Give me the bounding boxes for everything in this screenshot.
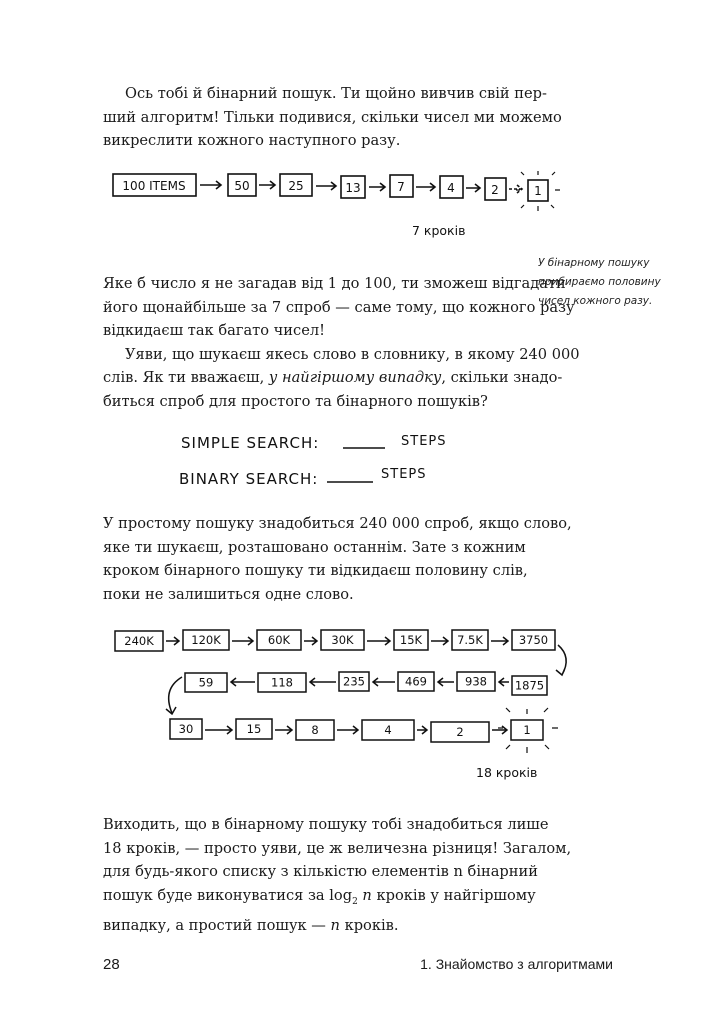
text-span: , скільки знадо- (441, 369, 563, 386)
text-line: кроком бінарного пошуку ти відкидаєш половину слів, (103, 562, 528, 579)
label-50: 50 (234, 179, 250, 193)
steps-label: STEPS (381, 467, 427, 482)
side-note-line: прибираємо половину (538, 276, 661, 288)
paragraph-2 (103, 272, 580, 413)
row2-arrow (438, 678, 454, 686)
row1-item-6-label: 3750 (518, 633, 549, 647)
row2-item-3-label: 235 (343, 674, 365, 689)
label-100-items: 100 ITEMS (122, 179, 186, 193)
text-span: кроків. (339, 916, 399, 934)
row2-arrow (310, 678, 336, 686)
row1-arrow (431, 637, 448, 645)
search-quiz (175, 420, 465, 500)
subscript: 2 (352, 896, 358, 907)
text-line: Виходить, що в бінарному пошуку тобі знадобиться лише (103, 816, 549, 833)
row2-arrow (231, 678, 255, 686)
side-note-line: чисел кожного разу. (538, 295, 653, 307)
label-2: 2 (491, 183, 499, 197)
row1-arrow (491, 637, 508, 645)
text-line: поки не залишиться одне слово. (103, 585, 354, 603)
text-line: ший алгоритм! Тільки подивися, скільки чисел ми можемо (103, 108, 562, 126)
page-number: 28 (103, 956, 120, 973)
curve-arrow-left (166, 677, 182, 714)
row3-item-1-label: 15 (246, 722, 262, 736)
steps-label: STEPS (401, 434, 447, 449)
text-line: Уяви, що шукаєш якесь слово в словнику, в якому 240 000 (125, 345, 580, 363)
row3-arrow (275, 726, 292, 734)
row3-item-3-label: 4 (384, 723, 392, 737)
label-25: 25 (288, 179, 304, 193)
row2-item-4-label: 118 (271, 675, 293, 690)
row2-arrow (373, 678, 395, 686)
text-span: слів. Як ти вважаєш, (103, 369, 269, 386)
text-line: У простому пошуку знадобиться 240 000 спроб, якщо слово, (103, 515, 572, 532)
row1-item-5-label: 7.5K (457, 633, 483, 647)
row1-arrow (304, 637, 317, 645)
row1-arrow (232, 637, 253, 645)
row3-item-0-label: 30 (178, 722, 194, 736)
row2-item-2-label: 469 (405, 674, 427, 689)
row3-item-2-label: 8 (311, 723, 319, 737)
row2-item-0-label: 1875 (514, 678, 545, 693)
binary-search-label: BINARY SEARCH: (179, 470, 319, 488)
text-span: пошук буде виконуватися за log (103, 886, 353, 904)
row1-item-4-label: 15K (399, 633, 423, 647)
paragraph-4 (103, 813, 572, 937)
row3-arrow (417, 726, 427, 734)
steps-caption: 7 кроків (412, 223, 466, 238)
binary-search-diagram-240k (100, 615, 580, 785)
emphasis: n (330, 916, 340, 934)
text-line: відкидаєш так багато чисел! (103, 322, 325, 339)
steps-caption: 18 кроків (476, 765, 538, 780)
row3-arrow (205, 726, 232, 734)
text-line (103, 884, 536, 914)
label-13: 13 (345, 181, 361, 195)
row2-item-5-label: 59 (198, 675, 214, 690)
row1-item-0-label: 240K (124, 634, 154, 648)
text-line: його щонайбільше за 7 спроб — саме тому, що кожного разу (103, 298, 575, 316)
row1-item-1-label: 120K (191, 633, 221, 647)
row3-item-4-label: 2 (456, 725, 464, 739)
row2-arrow (499, 678, 509, 686)
row2-item-1-label: 938 (465, 674, 487, 689)
text-line: Яке б число я не загадав від 1 до 100, ти зможеш відгадати (103, 275, 566, 292)
text-line (103, 914, 522, 938)
intro-paragraph (103, 82, 562, 153)
label-1: 1 (534, 184, 542, 198)
text-line (103, 366, 563, 390)
side-note-line: У бінарному пошуку (538, 257, 650, 269)
text-line: яке ти шукаєш, розташовано останнім. Зате з кожним (103, 538, 526, 556)
label-7: 7 (397, 180, 405, 194)
text-line: викреслити кожного наступного разу. (103, 132, 401, 149)
binary-search-diagram-100 (100, 165, 570, 245)
text-line: Ось тобі й бінарний пошук. Ти щойно вивчив свій пер- (125, 85, 547, 102)
row3-arrow (337, 726, 358, 734)
row1-item-2-label: 60K (267, 633, 291, 647)
simple-search-label: SIMPLE SEARCH: (181, 434, 320, 452)
text-span: кроків у найгіршому (371, 886, 536, 904)
paragraph-3 (103, 512, 572, 606)
text-line: биться спроб для простого та бінарного пошуків? (103, 392, 488, 410)
row1-arrow (166, 637, 179, 645)
emphasis: у найгіршому випадку (268, 369, 442, 386)
row1-item-3-label: 30K (331, 633, 354, 647)
row3-item-5-label: 1 (523, 723, 531, 737)
label-4: 4 (447, 181, 455, 195)
row1-arrow (367, 637, 390, 645)
chapter-title: 1. Знайомство з алгоритмами (420, 956, 613, 972)
text-line: 18 кроків, — просто уяви, це ж величезна різниця! Загалом, (103, 839, 572, 857)
emphasis: n (357, 886, 372, 904)
curve-arrow-right (556, 645, 566, 675)
text-line: для будь-якого списку з кількістю елементів n бінарний (103, 863, 538, 880)
text-span: випадку, а простий пошук — (103, 916, 331, 934)
row3-arrow (492, 726, 507, 734)
